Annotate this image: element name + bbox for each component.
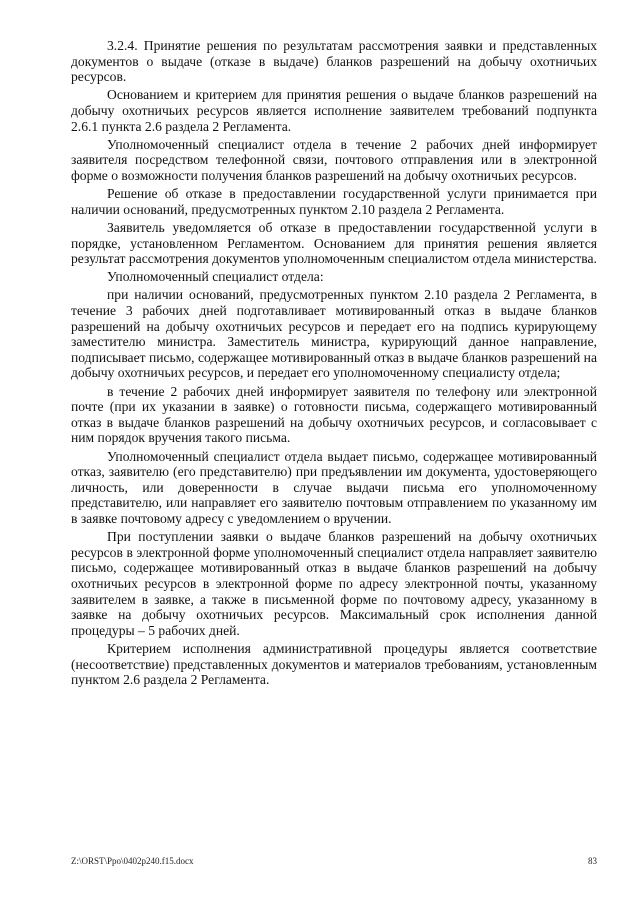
footer-page-number: 83 <box>588 856 597 866</box>
paragraph-3-2-4-heading: 3.2.4. Принятие решения по результатам рассмотрения заявки и представленных документов о выдаче (отказе в выдаче) бланков разрешений на добычу охотничьих ресурсов. <box>71 38 597 85</box>
paragraph-refusal-notice: Заявитель уведомляется об отказе в предоставлении государственной услуги в порядке, установленном Регламентом. Основанием для принятия решения является результат рассмотрения документов уполномоченным специалистом отдела министерства. <box>71 219 597 267</box>
paragraph-specialist-intro: Уполномоченный специалист отдела: <box>107 269 324 285</box>
paragraph-completion-criterion: Критерием исполнения административной процедуры является соответствие (несоответствие) представленных документов и материалов требованиям, установленным пунктом 2.6 раздела 2 Регламента. <box>71 640 597 688</box>
paragraph-issue-letter: Уполномоченный специалист отдела выдает письмо, содержащее мотивированный отказ, заявителю (его представителю) при предъявлении им документа, удостоверяющего личность, или доверенности в случае выдачи письма его уполномоченному представителю, или направляет его заявителю почтовым отправлением по указанному им в заявке почтовому адресу с уведомлением о вручении. <box>71 448 597 526</box>
paragraph-inform-applicant: Уполномоченный специалист отдела в течение 2 рабочих дней информирует заявителя посредством телефонной связи, почтового отправления или в электронной форме о возможности получения бланков разрешений на добычу охотничьих ресурсов. <box>71 136 597 183</box>
footer-file-path: Z:\ORST\Ppo\0402p240.f15.docx <box>71 856 194 866</box>
paragraph-basis-criterion: Основанием и критерием для принятия решения о выдаче бланков разрешений на добычу охотничьих ресурсов является исполнение заявителем требований подпункта 2.6.1 пункта 2.6 раздела 2 Регламента. <box>71 87 597 134</box>
document-body <box>71 38 597 690</box>
paragraph-refusal-decision: Решение об отказе в предоставлении государственной услуги принимается при наличии оснований, предусмотренных пунктом 2.10 раздела 2 Регламента. <box>71 186 597 217</box>
paragraph-electronic-application: При поступлении заявки о выдаче бланков разрешений на добычу охотничьих ресурсов в электронной форме уполномоченный специалист отдела направляет заявителю письмо, содержащее мотивированный отказ в выдаче бланков разрешений на добычу охотничьих ресурсов в электронной форме по адресу электронной почты, указанному заявителем в заявке, а также в письменной форме по почтовому адресу, указанному в заявке на добычу охотничьих ресурсов. Максимальный срок исполнения данной процедуры – 5 рабочих дней. <box>71 529 597 638</box>
paragraph-inform-readiness: в течение 2 рабочих дней информирует заявителя по телефону или электронной почте (при их указании в заявке) о готовности письма, содержащего мотивированный отказ в выдаче бланков разрешений на добычу охотничьих ресурсов, и согласовывает с ним порядок вручения такого письма. <box>71 383 597 446</box>
paragraph-prepare-refusal: при наличии оснований, предусмотренных пунктом 2.10 раздела 2 Регламента, в течение 3 рабочих дней подготавливает мотивированный отказ в выдаче бланков разрешений на добычу охотничьих ресурсов и передает его на подпись курирующему заместителю министра. Заместитель министра, курирующий данное направление, подписывает письмо, содержащее мотивированный отказ в выдаче бланков разрешений на добычу охотничьих ресурсов, и передает его уполномоченному специалисту отдела; <box>71 287 597 381</box>
